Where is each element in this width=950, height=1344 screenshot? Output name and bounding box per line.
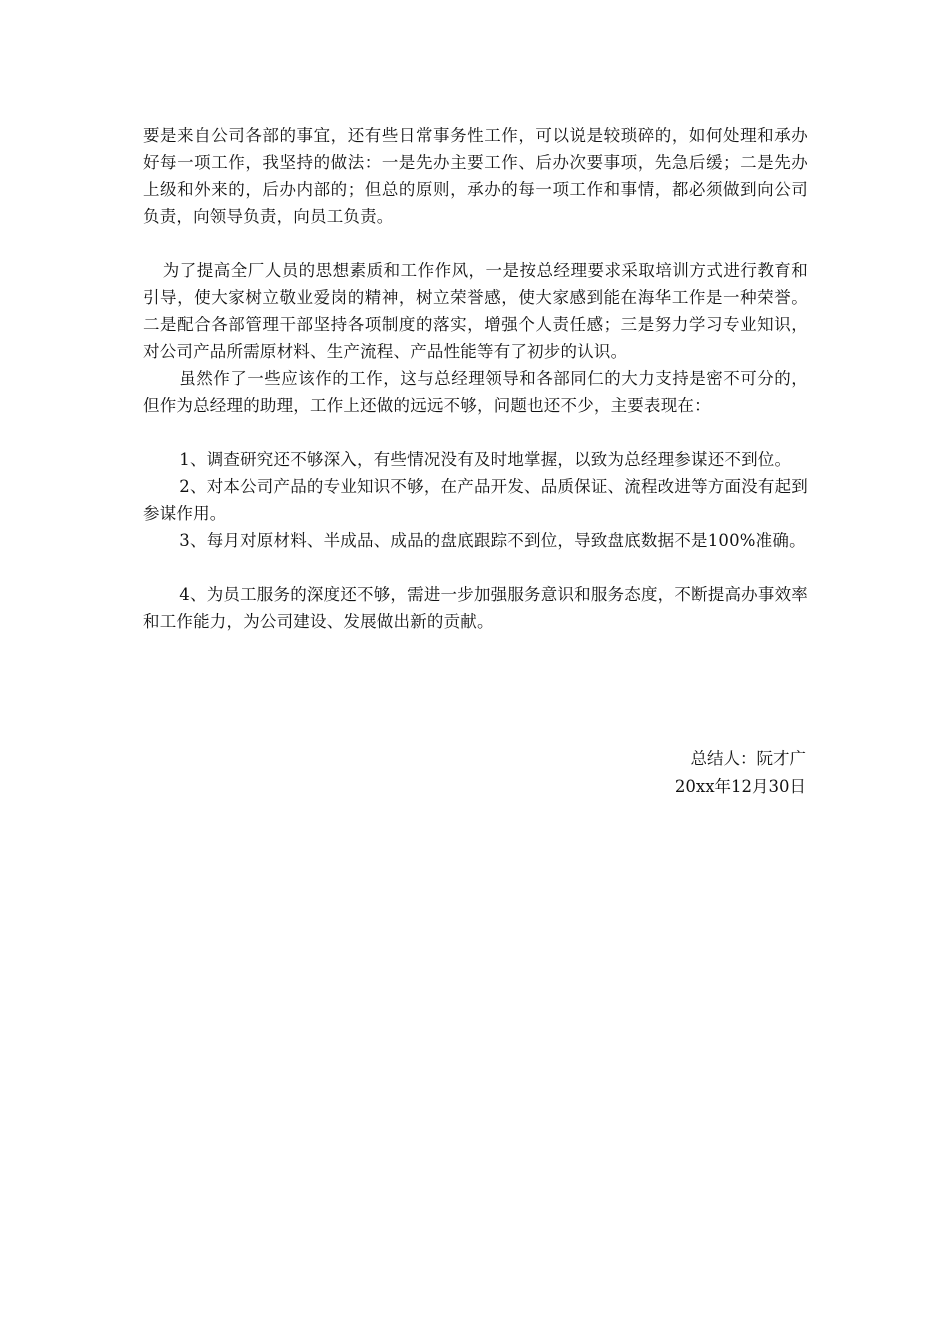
- list-item-service: 4、为员工服务的深度还不够，需进一步加强服务意识和服务态度，不断提高办事效率和工作能力，为公司建设、发展做出新的贡献。: [143, 585, 808, 631]
- paragraph-spacer: [143, 230, 808, 257]
- paragraph-spacer: [143, 419, 808, 446]
- signature-date: 20xx年12月30日: [674, 777, 806, 796]
- paragraph-spacer: [143, 554, 808, 581]
- list-item-research: 1、调查研究还不够深入，有些情况没有及时地掌握，以致为总经理参谋还不到位。: [179, 450, 792, 469]
- signature-author: 总结人：阮才广: [690, 749, 806, 768]
- list-item-product-knowledge: 2、对本公司产品的专业知识不够，在产品开发、品质保证、流程改进等方面没有起到参谋作用。: [143, 477, 808, 523]
- paragraph-shortcomings-intro: 虽然作了一些应该作的工作，这与总经理领导和各部同仁的大力支持是密不可分的，但作为总经理的助理，工作上还做的远远不够，问题也还不少，主要表现在：: [143, 369, 808, 415]
- document-body: [143, 122, 808, 635]
- signature-block: [675, 745, 806, 801]
- paragraph-work-handling: 要是来自公司各部的事宜，还有些日常事务性工作，可以说是较琐碎的，如何处理和承办好每一项工作，我坚持的做法：一是先办主要工作、后办次要事项，先急后缓；二是先办上级和外来的，后办内部的；但总的原则，承办的每一项工作和事情，都必须做到向公司负责，向领导负责，向员工负责。: [143, 126, 808, 226]
- paragraph-staff-quality: 为了提高全厂人员的思想素质和工作作风，一是按总经理要求采取培训方式进行教育和引导，使大家树立敬业爱岗的精神，树立荣誉感，使大家感到能在海华工作是一种荣誉。二是配合各部管理干部坚持各项制度的落实，增强个人责任感；三是努力学习专业知识，对公司产品所需原材料、生产流程、产品性能等有了初步的认识。: [143, 261, 808, 361]
- list-item-inventory: 3、每月对原材料、半成品、成品的盘底跟踪不到位，导致盘底数据不是100%准确。: [179, 531, 806, 550]
